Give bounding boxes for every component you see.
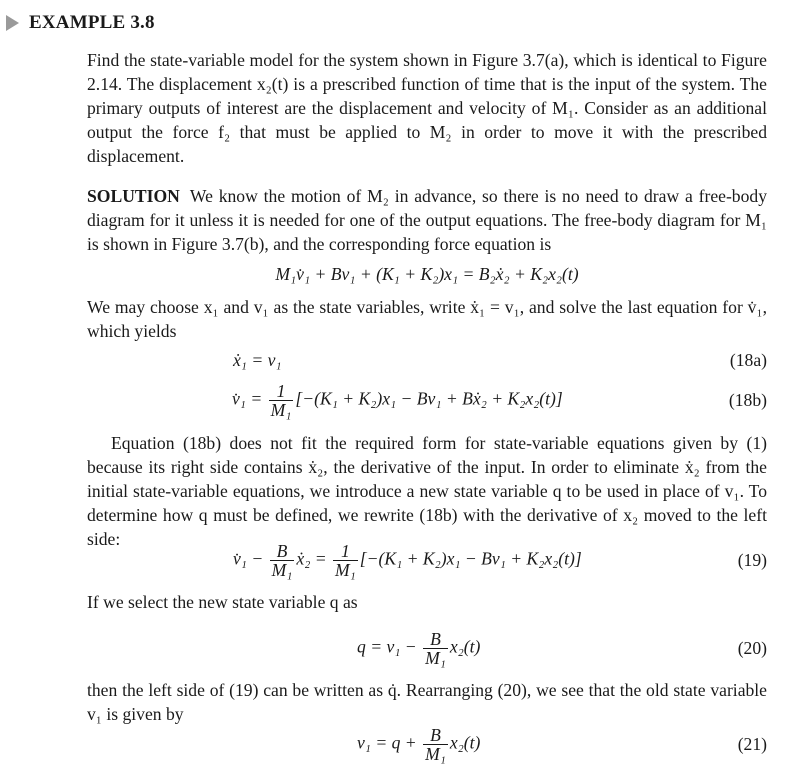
- fraction-denominator: M₁: [425, 744, 446, 764]
- equation-18a: [87, 348, 767, 372]
- fraction-numerator: B: [423, 726, 448, 745]
- fraction-numerator: B: [270, 542, 295, 561]
- equation-18b-lhs: v̇₁ =: [232, 388, 263, 409]
- force-equation: [87, 262, 767, 286]
- equation-20-fraction: [423, 630, 448, 667]
- equation-20-number: (20): [737, 638, 767, 658]
- equation-19-fraction-1: [270, 542, 295, 579]
- equation-18b-rhs: [−(K₁ + K₂)x₁ − Bv₁ + Bẋ₂ + K₂x₂(t)]: [295, 388, 563, 409]
- discussion-paragraph: Equation (18b) does not fit the required form for state-variable equations given by (1) because its right side contains ẋ₂, the derivative of the input. In order to eliminate ẋ₂ from the initial state-variable equations, we introduce a new state variable q to be used in place of v₁. To determine how q must be defined, we rewrite (18b) with the derivative of x₂ moved to the left side:: [87, 433, 767, 549]
- fraction-denominator: M₁: [271, 560, 293, 580]
- example-title: EXAMPLE 3.8: [29, 12, 155, 33]
- choose-paragraph: We may choose x₁ and v₁ as the state variables, write ẋ₁ = v₁, and solve the last equation for v̇₁, which yields: [87, 297, 767, 341]
- equation-19-body: [233, 542, 582, 579]
- equation-20: [87, 629, 767, 668]
- equation-20-body: [357, 630, 480, 667]
- fraction-numerator: B: [423, 630, 448, 649]
- then-paragraph: then the left side of (19) can be written as q̇. Rearranging (20), we see that the old state variable v₁ is given by: [87, 680, 767, 724]
- equation-19-mid: ẋ₂ =: [296, 548, 327, 569]
- equation-19-lhs: v̇₁ −: [233, 548, 264, 569]
- equation-20-rhs: x₂(t): [449, 636, 481, 657]
- equation-19-fraction-2: [333, 542, 358, 579]
- problem-statement: Find the state-variable model for the system shown in Figure 3.7(a), which is identical to Figure 2.14. The displacement x₂(t) is a prescribed function of time that is the input of the system. The primary outputs of interest are the displacement and velocity of M₁. Consider as an additional output the force f₂ that must be applied to M₂ in order to move it with the prescribed displacement.: [87, 50, 767, 166]
- equation-18a-body: ẋ₁ = v₁: [233, 350, 282, 370]
- equation-20-lhs: q = v₁ −: [357, 636, 417, 657]
- select-paragraph: If we select the new state variable q as: [87, 592, 358, 612]
- fraction-numerator: 1: [269, 382, 294, 401]
- equation-21-rhs: x₂(t): [449, 732, 481, 753]
- equation-18a-number: (18a): [729, 350, 767, 370]
- equation-21-body: [357, 726, 480, 763]
- equation-21-number: (21): [737, 734, 767, 754]
- example-header: [0, 8, 155, 38]
- equation-18b-body: [232, 382, 563, 419]
- equation-18b: [87, 381, 767, 420]
- equation-21: [87, 725, 767, 764]
- equation-21-lhs: v₁ = q +: [357, 732, 417, 753]
- triangle-marker-icon: [6, 15, 19, 31]
- solution-text: We know the motion of M₂ in advance, so there is no need to draw a free-body diagram for it unless it is needed for one of the output equations. The free-body diagram for M₁ is shown in Figure 3.7(b), and the corresponding force equation is: [87, 186, 767, 254]
- solution-label: SOLUTION: [87, 186, 180, 206]
- equation-19: [87, 541, 767, 580]
- equation-18b-fraction: [269, 382, 294, 419]
- fraction-denominator: M₁: [425, 648, 446, 668]
- equation-19-number: (19): [737, 550, 767, 570]
- solution-paragraph: [87, 184, 767, 256]
- equation-19-rhs: [−(K₁ + K₂)x₁ − Bv₁ + K₂x₂(t)]: [359, 548, 582, 569]
- force-equation-body: M₁v̇₁ + Bv₁ + (K₁ + K₂)x₁ = B₂ẋ₂ + K₂x₂(t): [275, 264, 579, 284]
- fraction-denominator: M₁: [270, 400, 292, 420]
- fraction-numerator: 1: [333, 542, 358, 561]
- fraction-denominator: M₁: [335, 560, 356, 580]
- equation-21-fraction: [423, 726, 448, 763]
- equation-18b-number: (18b): [728, 390, 767, 410]
